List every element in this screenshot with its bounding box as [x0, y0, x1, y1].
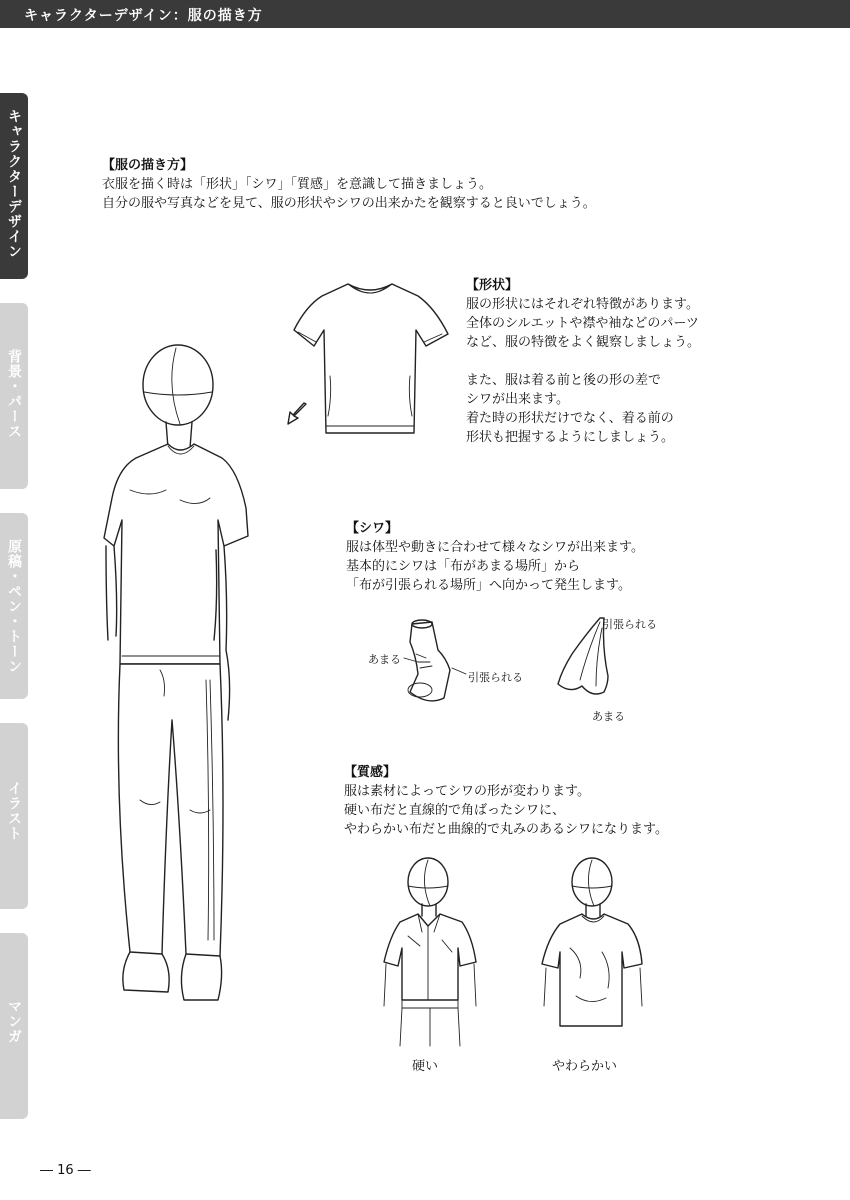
- texture-line: 硬い布だと直線的で角ばったシワに、: [344, 803, 566, 818]
- hard-fabric-caption: 硬い: [412, 1059, 439, 1074]
- shape-heading: 【形状】: [466, 278, 519, 293]
- side-tab-label: イラスト: [6, 781, 22, 841]
- cloth-pulled-label: 引張られる: [602, 618, 657, 631]
- texture-line: 服は素材によってシワの形が変わります。: [344, 784, 590, 799]
- intro-heading: 【服の描き方】: [102, 158, 194, 173]
- standing-figure-illustration: [110, 340, 260, 1005]
- arrow-icon: [286, 400, 310, 426]
- side-tab-illustration[interactable]: [0, 723, 28, 909]
- sleeve-label-leader-lines: [400, 650, 480, 680]
- side-tab-label: キャラクターデザイン: [6, 109, 22, 259]
- intro-line: 衣服を描く時は「形状」「シワ」「質感」を意識して描きましょう。: [102, 177, 493, 192]
- soft-fabric-figure-illustration: [550, 856, 645, 1036]
- wrinkle-line: 基本的にシワは「布があまる場所」から: [346, 559, 581, 574]
- soft-fabric-caption: やわらかい: [552, 1059, 618, 1074]
- shape-section: [466, 276, 700, 447]
- page-number: ― 16 ―: [40, 1163, 91, 1178]
- header-bar: [0, 0, 850, 28]
- shape-line: 服の形状にはそれぞれ特徴があります。: [466, 297, 699, 312]
- sleeve-slack-label: あまる: [368, 653, 401, 666]
- wrinkle-line: 服は体型や動きに合わせて様々なシワが出来ます。: [346, 540, 644, 555]
- shape-line: また、服は着る前と後の形の差で: [466, 373, 662, 388]
- shape-line: シワが出来ます。: [466, 392, 569, 407]
- shape-line: 全体のシルエットや襟や袖などのパーツ: [466, 316, 699, 331]
- side-tab-background-perspective[interactable]: [0, 303, 28, 489]
- wrinkle-line: 「布が引張られる場所」へ向かって発生します。: [346, 578, 631, 593]
- side-tab-manga[interactable]: [0, 933, 28, 1119]
- wrinkle-section: [346, 519, 644, 595]
- page-section-title: キャラクターデザイン：服の描き方: [24, 8, 263, 24]
- texture-heading: 【質感】: [344, 765, 397, 780]
- shape-line: 着た時の形状だけでなく、着る前の: [466, 411, 674, 426]
- cloth-slack-label: あまる: [592, 710, 625, 723]
- wrinkle-heading: 【シワ】: [346, 521, 399, 536]
- hard-fabric-figure-illustration: [388, 856, 478, 1046]
- side-tab-label: 原稿・ペン・トーン: [6, 539, 22, 674]
- side-tab-manuscript-pen-tone[interactable]: [0, 513, 28, 699]
- shape-line: [466, 352, 700, 371]
- tshirt-flat-illustration: [290, 276, 450, 441]
- side-tab-character-design[interactable]: [0, 93, 28, 279]
- shape-line: 形状も把握するようにしましょう。: [466, 430, 675, 445]
- side-tab-label: 背景・パース: [6, 349, 22, 439]
- sleeve-pulled-label: 引張られる: [468, 671, 523, 684]
- texture-section: [344, 763, 668, 839]
- shape-line: など、服の特徴をよく観察しましょう。: [466, 335, 701, 350]
- side-tab-label: マンガ: [6, 999, 22, 1044]
- intro-section: [102, 156, 596, 213]
- texture-line: やわらかい布だと曲線的で丸みのあるシワになります。: [344, 822, 668, 837]
- intro-line: 自分の服や写真などを見て、服の形状やシワの出来かたを観察すると良いでしょう。: [102, 196, 596, 211]
